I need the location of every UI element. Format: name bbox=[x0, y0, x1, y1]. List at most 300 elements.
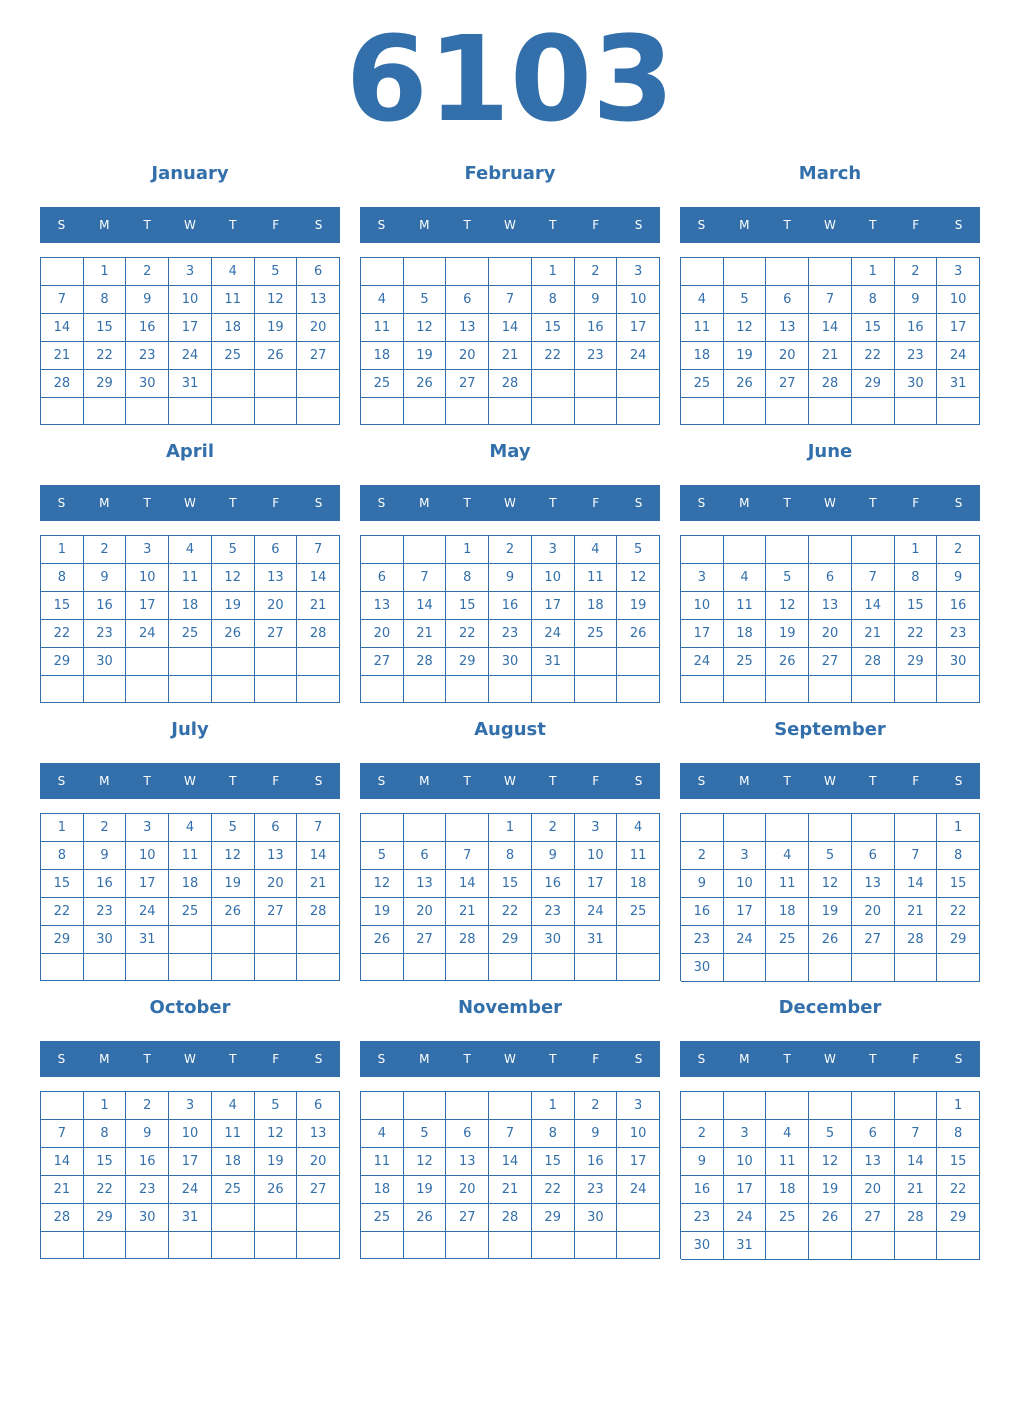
day-cell: 20 bbox=[297, 314, 340, 342]
empty-day-cell bbox=[446, 954, 489, 981]
weekday-label: S bbox=[377, 1052, 386, 1066]
day-cell: 17 bbox=[681, 620, 724, 648]
weekday-label: S bbox=[697, 774, 706, 788]
empty-day-cell bbox=[169, 926, 212, 954]
day-cell: 15 bbox=[937, 870, 980, 898]
weekday-label: F bbox=[592, 774, 600, 788]
day-cell: 30 bbox=[84, 926, 127, 954]
weekday-label: T bbox=[869, 1052, 877, 1066]
day-cell: 10 bbox=[724, 1148, 767, 1176]
empty-day-cell bbox=[126, 648, 169, 676]
day-cell: 7 bbox=[41, 1120, 84, 1148]
day-cell: 11 bbox=[361, 1148, 404, 1176]
day-cell: 20 bbox=[766, 342, 809, 370]
day-cell: 16 bbox=[575, 1148, 618, 1176]
empty-day-cell bbox=[297, 676, 340, 703]
empty-day-cell bbox=[532, 676, 575, 703]
weekday-label: T bbox=[229, 218, 237, 232]
weekday-label: W bbox=[184, 1052, 196, 1066]
weekday-label: T bbox=[229, 1052, 237, 1066]
day-cell: 13 bbox=[297, 286, 340, 314]
weekday-label: W bbox=[824, 496, 836, 510]
day-cell: 12 bbox=[766, 592, 809, 620]
empty-day-cell bbox=[681, 1092, 724, 1120]
empty-day-cell bbox=[617, 398, 660, 425]
day-cell: 25 bbox=[681, 370, 724, 398]
empty-day-cell bbox=[809, 814, 852, 842]
empty-day-cell bbox=[489, 1092, 532, 1120]
weekday-label: T bbox=[869, 496, 877, 510]
weekday-label: T bbox=[783, 774, 791, 788]
weekday-label: S bbox=[314, 774, 323, 788]
day-cell: 26 bbox=[255, 342, 298, 370]
day-cell: 2 bbox=[895, 258, 938, 286]
empty-day-cell bbox=[766, 258, 809, 286]
day-cell: 9 bbox=[84, 564, 127, 592]
day-cell: 21 bbox=[446, 898, 489, 926]
day-cell: 13 bbox=[852, 870, 895, 898]
day-cell: 15 bbox=[84, 1148, 127, 1176]
day-cell: 27 bbox=[766, 370, 809, 398]
day-cell: 12 bbox=[361, 870, 404, 898]
day-cell: 4 bbox=[617, 814, 660, 842]
day-cell: 18 bbox=[617, 870, 660, 898]
weekday-label: S bbox=[377, 774, 386, 788]
empty-day-cell bbox=[937, 398, 980, 425]
day-cell: 1 bbox=[41, 814, 84, 842]
month-name: May bbox=[489, 441, 531, 462]
day-cell: 9 bbox=[681, 1148, 724, 1176]
empty-day-cell bbox=[766, 676, 809, 703]
day-cell: 19 bbox=[255, 314, 298, 342]
day-cell: 3 bbox=[681, 564, 724, 592]
day-cell: 27 bbox=[446, 1204, 489, 1232]
empty-day-cell bbox=[41, 398, 84, 425]
day-cell: 22 bbox=[937, 1176, 980, 1204]
empty-day-cell bbox=[617, 954, 660, 981]
day-cell: 19 bbox=[212, 870, 255, 898]
weekday-label: T bbox=[463, 774, 471, 788]
day-cell: 20 bbox=[404, 898, 447, 926]
empty-day-cell bbox=[489, 954, 532, 981]
day-cell: 3 bbox=[724, 842, 767, 870]
day-cell: 12 bbox=[617, 564, 660, 592]
empty-day-cell bbox=[84, 1232, 127, 1259]
day-cell: 17 bbox=[169, 1148, 212, 1176]
day-cell: 18 bbox=[766, 1176, 809, 1204]
day-cell: 14 bbox=[446, 870, 489, 898]
day-cell: 3 bbox=[126, 536, 169, 564]
day-cell: 19 bbox=[724, 342, 767, 370]
empty-day-cell bbox=[895, 676, 938, 703]
weekday-label: T bbox=[143, 774, 151, 788]
weekday-label: S bbox=[57, 218, 66, 232]
day-cell: 22 bbox=[852, 342, 895, 370]
empty-day-cell bbox=[126, 954, 169, 981]
day-cell: 4 bbox=[169, 536, 212, 564]
weekday-label: T bbox=[549, 218, 557, 232]
empty-day-cell bbox=[169, 954, 212, 981]
day-cell: 9 bbox=[126, 286, 169, 314]
day-cell: 8 bbox=[41, 842, 84, 870]
day-cell: 22 bbox=[84, 342, 127, 370]
days-grid bbox=[360, 257, 660, 425]
day-cell: 19 bbox=[809, 898, 852, 926]
weekday-label: S bbox=[634, 496, 643, 510]
day-cell: 29 bbox=[84, 1204, 127, 1232]
day-cell: 23 bbox=[84, 898, 127, 926]
weekday-label: T bbox=[549, 1052, 557, 1066]
day-cell: 27 bbox=[361, 648, 404, 676]
empty-day-cell bbox=[724, 536, 767, 564]
day-cell: 28 bbox=[809, 370, 852, 398]
empty-day-cell bbox=[809, 1092, 852, 1120]
day-cell: 11 bbox=[766, 1148, 809, 1176]
weekday-label: F bbox=[592, 1052, 600, 1066]
day-cell: 14 bbox=[809, 314, 852, 342]
empty-day-cell bbox=[404, 258, 447, 286]
day-cell: 27 bbox=[297, 342, 340, 370]
day-cell: 20 bbox=[255, 592, 298, 620]
empty-day-cell bbox=[255, 398, 298, 425]
day-cell: 28 bbox=[852, 648, 895, 676]
day-cell: 15 bbox=[446, 592, 489, 620]
day-cell: 27 bbox=[852, 926, 895, 954]
day-cell: 6 bbox=[255, 814, 298, 842]
day-cell: 4 bbox=[681, 286, 724, 314]
day-cell: 28 bbox=[404, 648, 447, 676]
weekday-label: S bbox=[634, 774, 643, 788]
day-cell: 8 bbox=[852, 286, 895, 314]
day-cell: 2 bbox=[126, 1092, 169, 1120]
weekday-label: S bbox=[57, 1052, 66, 1066]
day-cell: 15 bbox=[895, 592, 938, 620]
weekday-label: W bbox=[184, 496, 196, 510]
day-cell: 10 bbox=[126, 564, 169, 592]
day-cell: 31 bbox=[937, 370, 980, 398]
day-cell: 26 bbox=[809, 1204, 852, 1232]
day-cell: 5 bbox=[617, 536, 660, 564]
empty-day-cell bbox=[297, 1204, 340, 1232]
weekday-label: W bbox=[824, 218, 836, 232]
weekday-label: F bbox=[272, 218, 280, 232]
empty-day-cell bbox=[852, 676, 895, 703]
day-cell: 1 bbox=[532, 258, 575, 286]
empty-day-cell bbox=[126, 676, 169, 703]
day-cell: 2 bbox=[937, 536, 980, 564]
day-cell: 8 bbox=[937, 842, 980, 870]
day-cell: 26 bbox=[404, 1204, 447, 1232]
day-cell: 1 bbox=[937, 814, 980, 842]
day-cell: 29 bbox=[41, 648, 84, 676]
day-cell: 2 bbox=[84, 814, 127, 842]
day-cell: 11 bbox=[169, 564, 212, 592]
day-cell: 15 bbox=[489, 870, 532, 898]
weekday-label: T bbox=[463, 218, 471, 232]
day-cell: 6 bbox=[446, 1120, 489, 1148]
empty-day-cell bbox=[617, 370, 660, 398]
day-cell: 18 bbox=[361, 1176, 404, 1204]
day-cell: 8 bbox=[446, 564, 489, 592]
day-cell: 6 bbox=[297, 258, 340, 286]
empty-day-cell bbox=[489, 258, 532, 286]
days-grid bbox=[40, 257, 340, 425]
day-cell: 19 bbox=[766, 620, 809, 648]
day-cell: 19 bbox=[255, 1148, 298, 1176]
day-cell: 24 bbox=[169, 1176, 212, 1204]
weekday-label: T bbox=[783, 496, 791, 510]
day-cell: 26 bbox=[255, 1176, 298, 1204]
day-cell: 23 bbox=[489, 620, 532, 648]
day-cell: 18 bbox=[169, 592, 212, 620]
empty-day-cell bbox=[169, 398, 212, 425]
day-cell: 3 bbox=[937, 258, 980, 286]
day-cell: 5 bbox=[766, 564, 809, 592]
day-cell: 26 bbox=[724, 370, 767, 398]
weekday-label: M bbox=[99, 496, 110, 510]
empty-day-cell bbox=[169, 1232, 212, 1259]
day-cell: 6 bbox=[809, 564, 852, 592]
empty-day-cell bbox=[297, 926, 340, 954]
days-grid bbox=[680, 813, 980, 981]
day-cell: 26 bbox=[212, 898, 255, 926]
empty-day-cell bbox=[255, 676, 298, 703]
empty-day-cell bbox=[41, 1232, 84, 1259]
day-cell: 13 bbox=[297, 1120, 340, 1148]
day-cell: 2 bbox=[532, 814, 575, 842]
day-cell: 5 bbox=[212, 536, 255, 564]
empty-day-cell bbox=[895, 1092, 938, 1120]
day-cell: 27 bbox=[297, 1176, 340, 1204]
day-cell: 5 bbox=[724, 286, 767, 314]
day-cell: 7 bbox=[446, 842, 489, 870]
day-cell: 1 bbox=[852, 258, 895, 286]
day-cell: 31 bbox=[169, 1204, 212, 1232]
empty-day-cell bbox=[852, 1232, 895, 1260]
day-cell: 2 bbox=[681, 1120, 724, 1148]
day-cell: 30 bbox=[126, 370, 169, 398]
day-cell: 2 bbox=[126, 258, 169, 286]
empty-day-cell bbox=[724, 1092, 767, 1120]
day-cell: 28 bbox=[297, 620, 340, 648]
empty-day-cell bbox=[617, 1232, 660, 1259]
weekday-label: F bbox=[592, 218, 600, 232]
month-name: September bbox=[774, 719, 886, 740]
day-cell: 25 bbox=[169, 620, 212, 648]
day-cell: 21 bbox=[297, 592, 340, 620]
empty-day-cell bbox=[532, 370, 575, 398]
empty-day-cell bbox=[895, 954, 938, 982]
empty-day-cell bbox=[681, 536, 724, 564]
day-cell: 16 bbox=[681, 898, 724, 926]
day-cell: 10 bbox=[617, 1120, 660, 1148]
empty-day-cell bbox=[489, 398, 532, 425]
day-cell: 28 bbox=[895, 1204, 938, 1232]
day-cell: 1 bbox=[84, 1092, 127, 1120]
days-grid bbox=[360, 535, 660, 703]
day-cell: 9 bbox=[126, 1120, 169, 1148]
day-cell: 4 bbox=[169, 814, 212, 842]
day-cell: 4 bbox=[361, 286, 404, 314]
day-cell: 16 bbox=[575, 314, 618, 342]
empty-day-cell bbox=[895, 814, 938, 842]
day-cell: 17 bbox=[937, 314, 980, 342]
empty-day-cell bbox=[446, 258, 489, 286]
weekday-label: M bbox=[739, 496, 750, 510]
day-cell: 27 bbox=[255, 898, 298, 926]
empty-day-cell bbox=[895, 1232, 938, 1260]
month-name: March bbox=[798, 163, 862, 184]
day-cell: 5 bbox=[255, 1092, 298, 1120]
day-cell: 16 bbox=[126, 1148, 169, 1176]
day-cell: 21 bbox=[489, 342, 532, 370]
weekday-label: W bbox=[504, 774, 516, 788]
day-cell: 26 bbox=[404, 370, 447, 398]
day-cell: 3 bbox=[724, 1120, 767, 1148]
weekday-label: W bbox=[504, 218, 516, 232]
day-cell: 5 bbox=[255, 258, 298, 286]
empty-day-cell bbox=[169, 648, 212, 676]
day-cell: 16 bbox=[937, 592, 980, 620]
month-name: February bbox=[464, 163, 556, 184]
day-cell: 6 bbox=[852, 1120, 895, 1148]
day-cell: 10 bbox=[126, 842, 169, 870]
empty-day-cell bbox=[489, 676, 532, 703]
day-cell: 29 bbox=[532, 1204, 575, 1232]
empty-day-cell bbox=[809, 1232, 852, 1260]
day-cell: 17 bbox=[126, 870, 169, 898]
day-cell: 23 bbox=[126, 342, 169, 370]
days-grid bbox=[680, 535, 980, 703]
empty-day-cell bbox=[255, 648, 298, 676]
day-cell: 12 bbox=[212, 842, 255, 870]
day-cell: 25 bbox=[361, 1204, 404, 1232]
weekday-label: F bbox=[272, 774, 280, 788]
days-grid bbox=[40, 535, 340, 703]
day-cell: 28 bbox=[489, 370, 532, 398]
day-cell: 11 bbox=[169, 842, 212, 870]
empty-day-cell bbox=[212, 398, 255, 425]
day-cell: 16 bbox=[84, 592, 127, 620]
weekday-label: T bbox=[143, 1052, 151, 1066]
weekday-label: T bbox=[229, 774, 237, 788]
empty-day-cell bbox=[937, 954, 980, 982]
day-cell: 4 bbox=[212, 1092, 255, 1120]
empty-day-cell bbox=[404, 676, 447, 703]
weekday-label: S bbox=[57, 774, 66, 788]
day-cell: 24 bbox=[681, 648, 724, 676]
empty-day-cell bbox=[361, 676, 404, 703]
weekday-header bbox=[680, 1041, 980, 1077]
weekday-label: M bbox=[419, 774, 430, 788]
weekday-label: M bbox=[99, 774, 110, 788]
month-name: October bbox=[149, 997, 231, 1018]
empty-day-cell bbox=[532, 1232, 575, 1259]
empty-day-cell bbox=[852, 954, 895, 982]
day-cell: 16 bbox=[84, 870, 127, 898]
day-cell: 25 bbox=[212, 1176, 255, 1204]
empty-day-cell bbox=[809, 954, 852, 982]
day-cell: 6 bbox=[852, 842, 895, 870]
day-cell: 22 bbox=[937, 898, 980, 926]
empty-day-cell bbox=[575, 954, 618, 981]
day-cell: 13 bbox=[852, 1148, 895, 1176]
day-cell: 14 bbox=[41, 314, 84, 342]
day-cell: 6 bbox=[255, 536, 298, 564]
empty-day-cell bbox=[297, 398, 340, 425]
day-cell: 12 bbox=[255, 1120, 298, 1148]
empty-day-cell bbox=[617, 648, 660, 676]
day-cell: 22 bbox=[41, 898, 84, 926]
day-cell: 1 bbox=[41, 536, 84, 564]
day-cell: 26 bbox=[766, 648, 809, 676]
empty-day-cell bbox=[937, 676, 980, 703]
weekday-header bbox=[360, 763, 660, 799]
weekday-label: S bbox=[954, 1052, 963, 1066]
day-cell: 13 bbox=[446, 314, 489, 342]
day-cell: 8 bbox=[84, 286, 127, 314]
day-cell: 23 bbox=[84, 620, 127, 648]
empty-day-cell bbox=[41, 676, 84, 703]
empty-day-cell bbox=[255, 954, 298, 981]
day-cell: 25 bbox=[766, 926, 809, 954]
day-cell: 30 bbox=[895, 370, 938, 398]
day-cell: 12 bbox=[809, 870, 852, 898]
day-cell: 30 bbox=[575, 1204, 618, 1232]
day-cell: 25 bbox=[575, 620, 618, 648]
day-cell: 2 bbox=[575, 1092, 618, 1120]
day-cell: 8 bbox=[895, 564, 938, 592]
day-cell: 8 bbox=[532, 286, 575, 314]
day-cell: 13 bbox=[361, 592, 404, 620]
day-cell: 13 bbox=[446, 1148, 489, 1176]
empty-day-cell bbox=[617, 676, 660, 703]
empty-day-cell bbox=[404, 1092, 447, 1120]
day-cell: 22 bbox=[446, 620, 489, 648]
day-cell: 20 bbox=[361, 620, 404, 648]
day-cell: 23 bbox=[126, 1176, 169, 1204]
day-cell: 7 bbox=[895, 842, 938, 870]
weekday-label: T bbox=[143, 496, 151, 510]
month-name: August bbox=[474, 719, 546, 740]
weekday-label: M bbox=[419, 496, 430, 510]
weekday-label: M bbox=[739, 1052, 750, 1066]
day-cell: 25 bbox=[617, 898, 660, 926]
weekday-label: S bbox=[954, 496, 963, 510]
day-cell: 17 bbox=[169, 314, 212, 342]
day-cell: 15 bbox=[532, 314, 575, 342]
day-cell: 8 bbox=[41, 564, 84, 592]
day-cell: 9 bbox=[489, 564, 532, 592]
weekday-label: T bbox=[143, 218, 151, 232]
day-cell: 19 bbox=[404, 342, 447, 370]
weekday-label: T bbox=[463, 496, 471, 510]
day-cell: 5 bbox=[404, 286, 447, 314]
day-cell: 15 bbox=[41, 870, 84, 898]
day-cell: 22 bbox=[895, 620, 938, 648]
month-name: December bbox=[778, 997, 882, 1018]
day-cell: 17 bbox=[126, 592, 169, 620]
day-cell: 25 bbox=[212, 342, 255, 370]
day-cell: 7 bbox=[297, 814, 340, 842]
empty-day-cell bbox=[361, 1092, 404, 1120]
day-cell: 24 bbox=[937, 342, 980, 370]
day-cell: 8 bbox=[489, 842, 532, 870]
empty-day-cell bbox=[212, 370, 255, 398]
empty-day-cell bbox=[212, 676, 255, 703]
weekday-label: S bbox=[57, 496, 66, 510]
empty-day-cell bbox=[446, 676, 489, 703]
